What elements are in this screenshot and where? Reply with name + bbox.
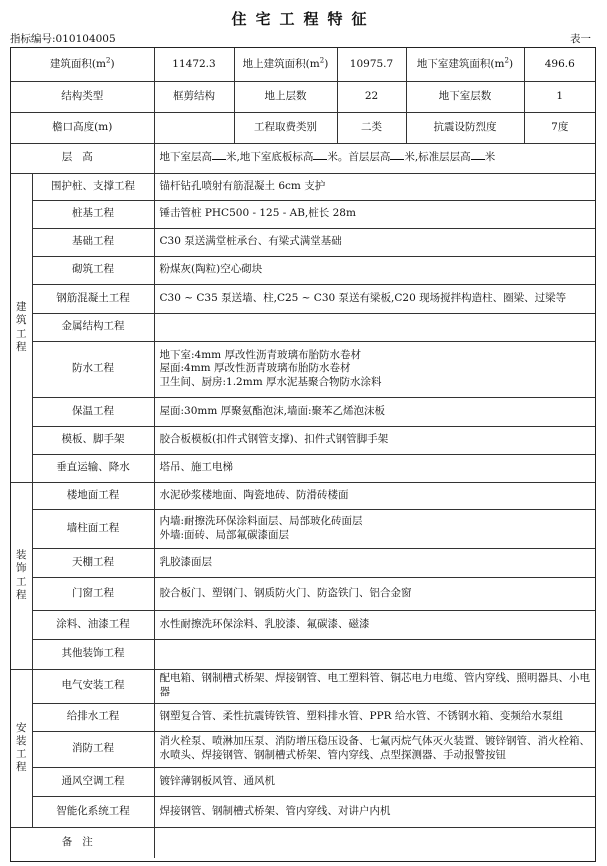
section-category bbox=[11, 482, 32, 669]
item-description: 焊接钢管、钢制槽式桥架、管内穿线、对讲户内机 bbox=[154, 796, 595, 827]
description-line: 地下室:4mm 厚改性沥青玻璃布胎防水卷材 bbox=[159, 348, 361, 361]
item-description bbox=[154, 509, 595, 548]
item-description bbox=[154, 639, 595, 669]
description-line: 屋面:4mm 厚改性沥青玻璃布胎防水卷材 bbox=[159, 362, 351, 375]
feature-row bbox=[11, 173, 595, 200]
item-name: 墙柱面工程 bbox=[32, 509, 154, 548]
eave-height-value bbox=[154, 113, 234, 144]
item-name: 金属结构工程 bbox=[32, 313, 154, 341]
feature-row bbox=[11, 577, 595, 610]
section-category-char: 建 bbox=[16, 301, 27, 314]
remarks-label: 备注 bbox=[11, 827, 154, 858]
floor-height-value: 地下室层高 米,地下室底板标高 米。首层层高 米,标准层层高 米 bbox=[154, 144, 595, 173]
index-label: 指标编号: bbox=[10, 33, 56, 45]
above-ground-area-value: 10975.7 bbox=[337, 48, 406, 82]
feature-row bbox=[11, 482, 595, 509]
section-category-char: 工 bbox=[16, 327, 27, 340]
feature-row bbox=[11, 397, 595, 426]
index-value: 010104005 bbox=[55, 33, 116, 45]
item-name: 垂直运输、降水 bbox=[32, 454, 154, 482]
feature-row bbox=[11, 341, 595, 397]
description-line: 卫生间、厨房:1.2mm 厚水泥基聚合物防水涂料 bbox=[159, 375, 382, 388]
section-category-char: 程 bbox=[16, 588, 27, 601]
feature-row bbox=[11, 313, 595, 341]
section-category-char: 程 bbox=[16, 761, 27, 774]
section-category-char: 安 bbox=[16, 721, 27, 734]
item-name: 楼地面工程 bbox=[32, 482, 154, 509]
feature-row bbox=[11, 426, 595, 454]
basement-floors-label: 地下室层数 bbox=[406, 82, 524, 113]
description-line: 水喷头、焊接钢管、钢制槽式桥架、管内穿线、点型探测器、手动报警按钮 bbox=[159, 749, 506, 761]
feature-row bbox=[11, 610, 595, 639]
item-name: 钢筋混凝土工程 bbox=[32, 284, 154, 313]
item-description: 水性耐擦洗环保涂料、乳胶漆、氟碳漆、磁漆 bbox=[154, 610, 595, 639]
item-name: 电气安装工程 bbox=[32, 669, 154, 703]
floor-height-label: 层高 bbox=[11, 144, 154, 173]
fee-category-label: 工程取费类别 bbox=[234, 113, 337, 144]
building-area-label: 建筑面积$(m^2)$ bbox=[11, 48, 154, 82]
feature-row bbox=[11, 703, 595, 731]
item-description: 塔吊、施工电梯 bbox=[154, 454, 595, 482]
item-name: 基础工程 bbox=[32, 228, 154, 256]
item-description: 乳胶漆面层 bbox=[154, 548, 595, 577]
feature-row bbox=[11, 731, 595, 767]
remarks-row bbox=[11, 827, 595, 858]
description-line: 外墙:面砖、局部氟碳漆面层 bbox=[159, 528, 290, 541]
section-category bbox=[11, 669, 32, 827]
item-name: 通风空调工程 bbox=[32, 767, 154, 796]
summary-table bbox=[11, 48, 595, 144]
item-name: 桩基工程 bbox=[32, 200, 154, 228]
section-category-char: 饰 bbox=[16, 562, 27, 575]
feature-row bbox=[11, 200, 595, 228]
engineering-feature-sheet bbox=[10, 47, 596, 862]
item-name: 消防工程 bbox=[32, 731, 154, 767]
item-name: 其他装饰工程 bbox=[32, 639, 154, 669]
floors-above-value: 22 bbox=[337, 82, 406, 113]
seismic-intensity-label: 抗震设防烈度 bbox=[406, 113, 524, 144]
page-title: 住宅工程特征 bbox=[231, 10, 376, 28]
item-description: 镀锌薄钢板风管、通风机 bbox=[154, 767, 595, 796]
feature-row bbox=[11, 228, 595, 256]
feature-row bbox=[11, 284, 595, 313]
description-line: 配电箱、钢制槽式桥架、焊接钢管、电工塑料管、铜芯电力电缆、管内穿线、照明器具、小电 bbox=[159, 672, 590, 685]
floor-height-row bbox=[11, 144, 595, 173]
item-name: 天棚工程 bbox=[32, 548, 154, 577]
structure-type-value: 框剪结构 bbox=[154, 82, 234, 113]
item-description: 钢塑复合管、柔性抗震铸铁管、塑料排水管、PPR 给水管、不锈钢水箱、变频给水泵组 bbox=[154, 703, 595, 731]
index-number bbox=[10, 31, 116, 46]
feature-row bbox=[11, 256, 595, 284]
building-area-value: 11472.3 bbox=[154, 48, 234, 82]
description-line: 器 bbox=[159, 686, 170, 698]
section-category-char: 装 bbox=[16, 549, 27, 562]
item-name: 模板、脚手架 bbox=[32, 426, 154, 454]
item-description bbox=[154, 731, 595, 767]
item-description bbox=[154, 669, 595, 703]
basement-area-value: 496.6 bbox=[524, 48, 595, 82]
summary-row-structure bbox=[11, 82, 595, 113]
description-line: 消火栓泵、喷淋加压泵、消防增压稳压设备、七氟丙烷气体灭火装置、镀锌钢管、消火栓箱、 bbox=[159, 735, 590, 748]
section-category bbox=[11, 173, 32, 482]
item-description bbox=[154, 313, 595, 341]
item-name: 保温工程 bbox=[32, 397, 154, 426]
item-name: 围护桩、支撑工程 bbox=[32, 173, 154, 200]
section-category-char: 工 bbox=[16, 575, 27, 588]
item-description bbox=[154, 341, 595, 397]
feature-row bbox=[11, 796, 595, 827]
item-description: 胶合板门、塑钢门、钢质防火门、防盗铁门、铝合金窗 bbox=[154, 577, 595, 610]
section-category-char: 筑 bbox=[16, 314, 27, 327]
item-name: 门窗工程 bbox=[32, 577, 154, 610]
item-name: 智能化系统工程 bbox=[32, 796, 154, 827]
item-description: 屋面:30mm 厚聚氨酯泡沫,墙面:聚苯乙烯泡沫板 bbox=[154, 397, 595, 426]
fee-category-value: 二类 bbox=[337, 113, 406, 144]
feature-row bbox=[11, 669, 595, 703]
item-description: 粉煤灰(陶粒)空心砌块 bbox=[154, 256, 595, 284]
structure-type-label: 结构类型 bbox=[11, 82, 154, 113]
feature-row bbox=[11, 767, 595, 796]
eave-height-label: 檐口高度(m) bbox=[11, 113, 154, 144]
item-name: 砌筑工程 bbox=[32, 256, 154, 284]
item-description: C30 泵送满堂桩承台、有梁式满堂基础 bbox=[154, 228, 595, 256]
item-name: 防水工程 bbox=[32, 341, 154, 397]
summary-row-height bbox=[11, 113, 595, 144]
table-number: 表一 bbox=[570, 33, 591, 45]
feature-row bbox=[11, 454, 595, 482]
feature-row bbox=[11, 509, 595, 548]
item-description: 胶合板模板(扣件式钢管支撑)、扣件式钢管脚手架 bbox=[154, 426, 595, 454]
feature-row bbox=[11, 548, 595, 577]
item-description: 锤击管桩 PHC500 - 125 - AB,桩长 28m bbox=[154, 200, 595, 228]
section-category-char: 程 bbox=[16, 340, 27, 353]
item-name: 给排水工程 bbox=[32, 703, 154, 731]
feature-row bbox=[11, 639, 595, 669]
item-description: C30 ~ C35 泵送墙、柱,C25 ~ C30 泵送有梁板,C20 现场搅拌构造柱、圈梁、过梁等 bbox=[154, 284, 595, 313]
section-category-char: 工 bbox=[16, 748, 27, 760]
item-description: 锚杆钻孔喷射有筋混凝土 6cm 支护 bbox=[154, 173, 595, 200]
seismic-intensity-value: 7度 bbox=[524, 113, 595, 144]
section-category-char: 装 bbox=[16, 734, 27, 747]
features-table bbox=[11, 144, 595, 858]
remarks-value bbox=[154, 827, 595, 858]
item-name: 涂料、油漆工程 bbox=[32, 610, 154, 639]
summary-row-area bbox=[11, 48, 595, 82]
above-ground-area-label: 地上建筑面积$(m^2)$ bbox=[234, 48, 337, 82]
basement-floors-value: 1 bbox=[524, 82, 595, 113]
description-line: 内墙:耐擦洗环保涂料面层、局部玻化砖面层 bbox=[159, 514, 363, 527]
basement-area-label: 地下室建筑面积$(m^2)$ bbox=[406, 48, 524, 82]
floors-above-label: 地上层数 bbox=[234, 82, 337, 113]
item-description: 水泥砂浆楼地面、陶瓷地砖、防滑砖楼面 bbox=[154, 482, 595, 509]
